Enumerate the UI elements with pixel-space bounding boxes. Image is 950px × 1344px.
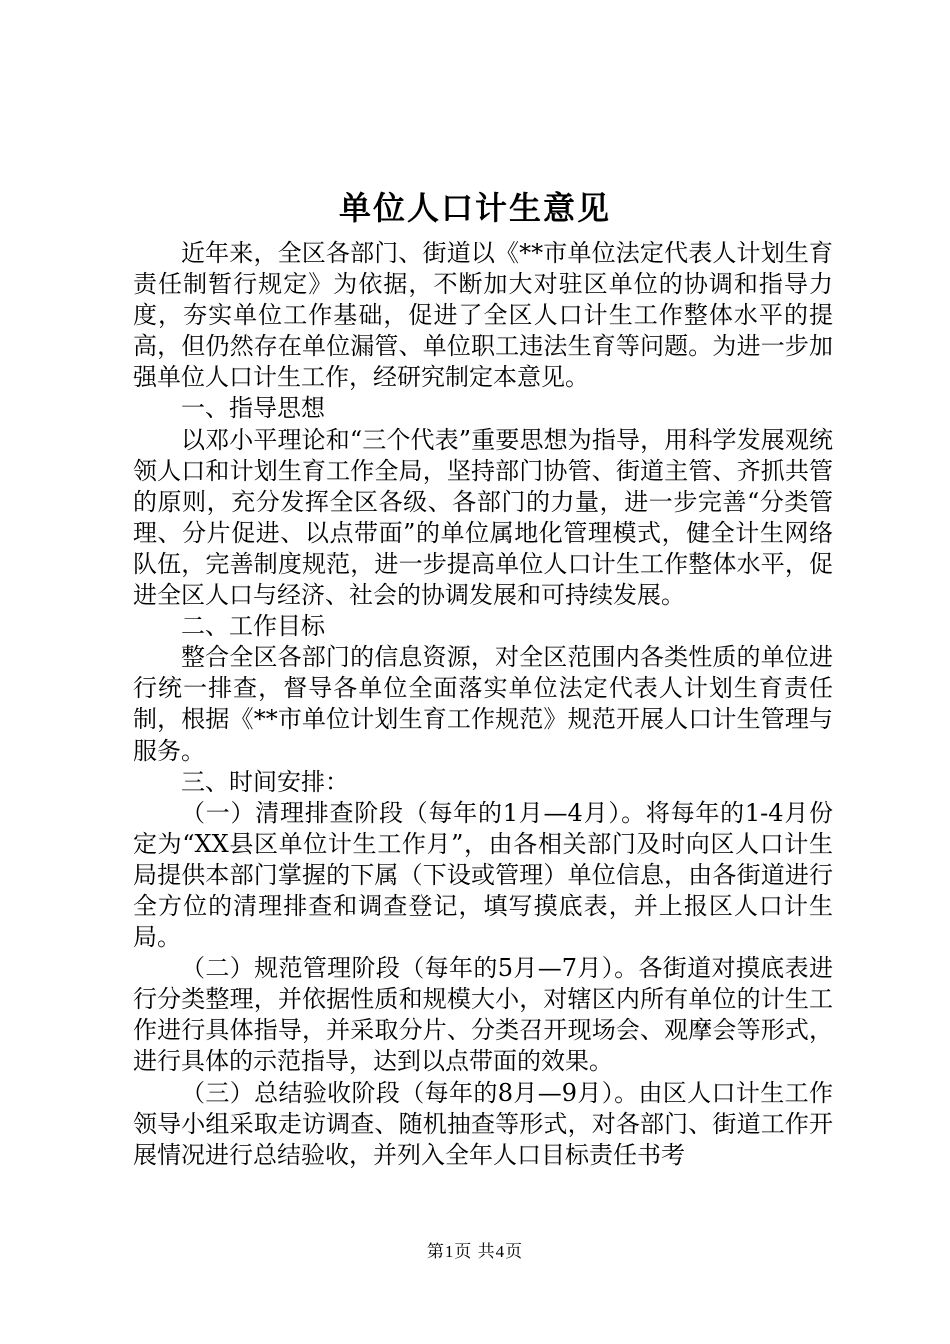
section-heading-guiding-ideology: 一、指导思想 (181, 394, 325, 423)
section-heading-schedule: 三、时间安排： (181, 767, 349, 796)
section-heading-work-goals: 二、工作目标 (181, 612, 325, 641)
schedule-stage-3-paragraph: （三）总结验收阶段（每年的8月—9月）。由区人口计生工作领导小组采取走访调查、随机抽查等形式，对各部门、街道工作开展情况进行总结验收，并列入全年人口目标责任书考 (133, 1078, 833, 1169)
work-goals-paragraph: 整合全区各部门的信息资源，对全区范围内各类性质的单位进行统一排查，督导各单位全面落实单位法定代表人计划生育责任制，根据《**市单位计划生育工作规范》规范开展人口计生管理与服务。 (133, 643, 833, 765)
schedule-stage-1-paragraph: （一）清理排查阶段（每年的1月—4月）。将每年的1-4月份定为“XX县区单位计生工作月”，由各相关部门及时向区人口计生局提供本部门掌握的下属（下设或管理）单位信息，由各街道进行全方位的清理排查和调查登记，填写摸底表，并上报区人口计生局。 (133, 798, 833, 952)
document-title: 单位人口计生意见 (338, 189, 611, 227)
page-number-footer: 第1页 共4页 (426, 1242, 524, 1261)
document-body (133, 238, 833, 1171)
intro-paragraph: 近年来，全区各部门、街道以《**市单位法定代表人计划生育责任制暂行规定》为依据，不断加大对驻区单位的协调和指导力度，夯实单位工作基础，促进了全区人口计生工作整体水平的提高，但仍然存在单位漏管、单位职工违法生育等问题。为进一步加强单位人口计生工作，经研究制定本意见。 (133, 239, 833, 392)
schedule-stage-2-paragraph: （二）规范管理阶段（每年的5月—7月）。各街道对摸底表进行分类整理，并依据性质和规模大小，对辖区内所有单位的计生工作进行具体指导，并采取分片、分类召开现场会、观摩会等形式，进行具体的示范指导，达到以点带面的效果。 (133, 954, 833, 1076)
guiding-ideology-paragraph: 以邓小平理论和“三个代表”重要思想为指导，用科学发展观统领人口和计划生育工作全局，坚持部门协管、街道主管、齐抓共管的原则，充分发挥全区各级、各部门的力量，进一步完善“分类管理、分片促进、以点带面”的单位属地化管理模式，健全计生网络队伍，完善制度规范，进一步提高单位人口计生工作整体水平，促进全区人口与经济、社会的协调发展和可持续发展。 (133, 425, 833, 610)
